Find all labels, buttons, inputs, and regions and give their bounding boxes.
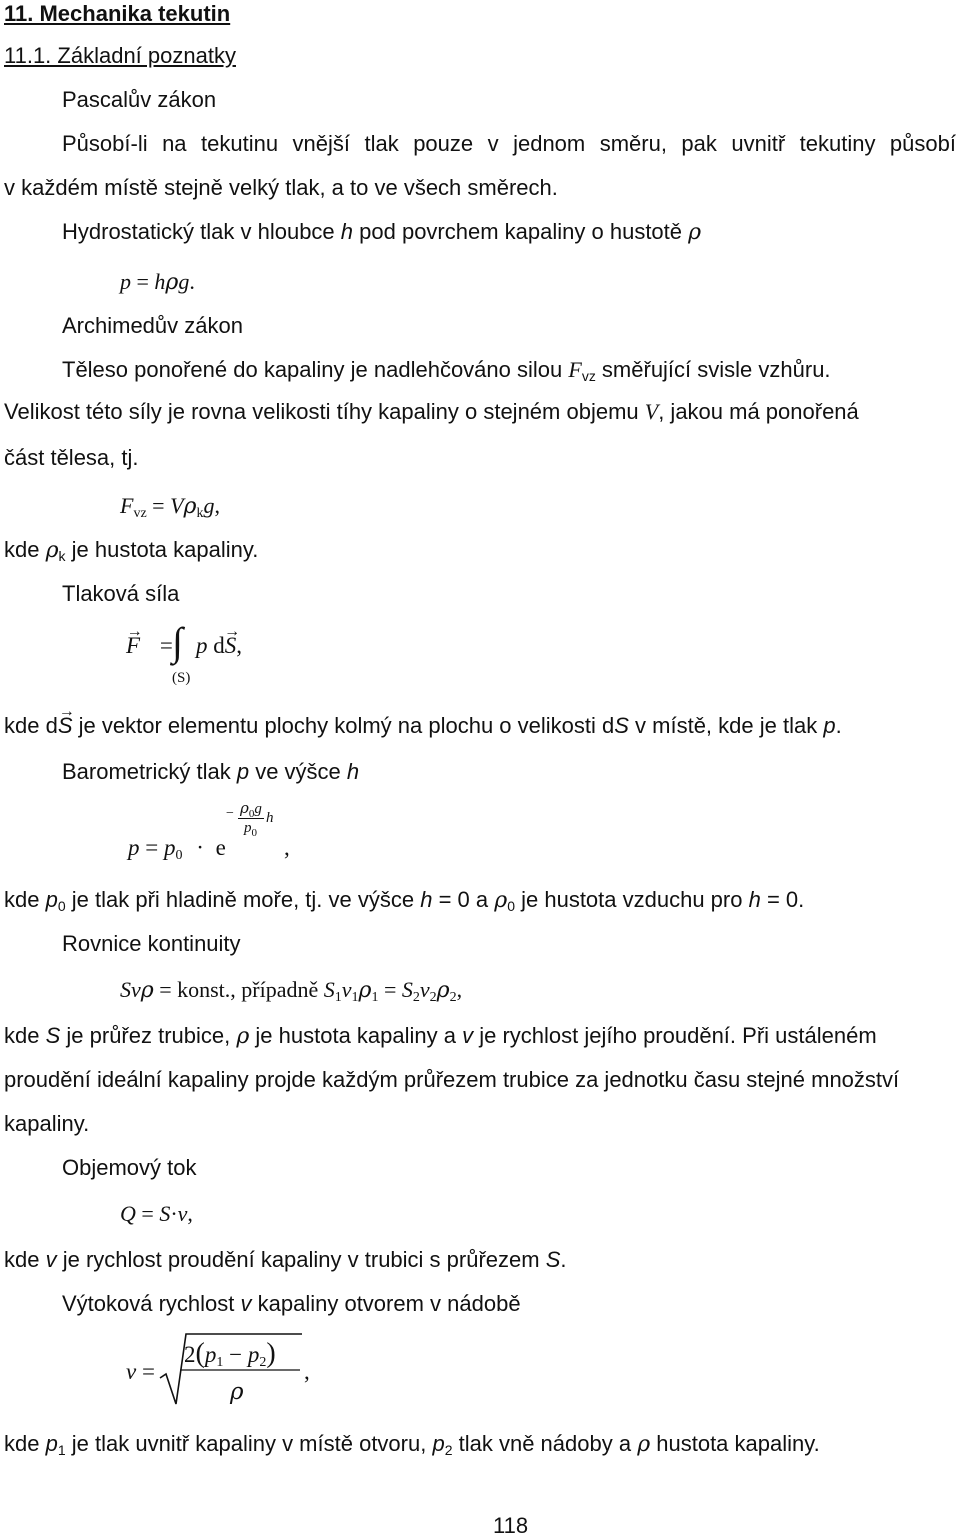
continuity-line2: proudění ideální kapaliny projde každým průřezem trubice za jednotku času stejné množství: [4, 1067, 900, 1092]
barometric-exp-h: h: [266, 810, 274, 826]
pressure-force-title: Tlaková síla: [62, 581, 180, 606]
pascal-text-line2: v každém místě stejně velký tlak, a to ve všech směrech.: [4, 175, 558, 200]
archimedes-line1: Těleso ponořené do kapaliny je nadlehčováno silou $F_{vz}$ směřující svisle vzhůru.: [62, 357, 831, 384]
integral-sign: ∫: [172, 619, 183, 664]
outflow-note: kde $p_1$ je tlak uvnitř kapaliny v místě otvoru, $p_2$ tlak vně nádoby a ρ hustota kapaliny.: [4, 1431, 820, 1458]
barometric-exp-bar: [238, 818, 264, 819]
integral-limit: (S): [172, 670, 191, 686]
archimedes-line2: Velikost této síly je rovna velikosti tíhy kapaliny o stejném objemu V, jakou má ponořená: [4, 399, 859, 424]
page-number: 118: [493, 1513, 529, 1538]
barometric-title: Barometrický tlak p ve výšce h: [62, 759, 360, 784]
section-heading: 11.1. Základní poznatky: [4, 43, 236, 68]
archimedes-formula: $F_{vz} = V\rho_kg$,: [120, 493, 220, 521]
outflow-numerator: $2(p_1 - p_2)$: [184, 1338, 276, 1370]
continuity-title: Rovnice kontinuity: [62, 931, 241, 956]
barometric-comma: ,: [284, 835, 290, 860]
flow-formula: Q = S·v,: [120, 1201, 193, 1226]
archimedes-title: Archimedův zákon: [62, 313, 243, 338]
barometric-formula: $p = p_0 \cdot e$: [128, 835, 226, 863]
flow-title: Objemový tok: [62, 1155, 197, 1180]
flow-note: kde v je rychlost proudění kapaliny v trubici s průřezem S.: [4, 1247, 567, 1272]
pressure-force-note: kde d→ S je vektor elementu plochy kolmý na plochu o velikosti dS v místě, kde je tlak p.: [4, 712, 842, 740]
outflow-title: Výtoková rychlost v kapaliny otvorem v nádobě: [62, 1291, 521, 1316]
pascal-title: Pascalův zákon: [62, 87, 217, 112]
chapter-heading: 11. Mechanika tekutin: [4, 1, 231, 26]
outflow-lhs: v =: [126, 1359, 155, 1384]
continuity-line1: kde S je průřez trubice, ρ je hustota kapaliny a v je rychlost jejího proudění. Při ustáleném: [4, 1023, 877, 1049]
outflow-denominator: ρ: [230, 1379, 244, 1405]
outflow-comma: ,: [304, 1359, 310, 1384]
hydrostatic-text: Hydrostatický tlak v hloubce h pod povrchem kapaliny o hustotě ρ: [62, 219, 702, 245]
continuity-formula: Svρ = konst., případně $S_1v_1\rho_1 = S_2v_2\rho_2$,: [120, 977, 463, 1005]
hydrostatic-formula: p = hρg.: [120, 269, 195, 295]
barometric-note: kde $p_0$ je tlak při hladině moře, tj. ve výšce h = 0 a $\rho_0$ je hustota vzduchu pro h = 0.: [4, 887, 805, 914]
archimedes-note: kde $\rho_k$ je hustota kapaliny.: [4, 537, 259, 564]
barometric-exp-numerator: $\rho_0g$: [240, 799, 262, 820]
pascal-text-line1: Působí-li na tekutinu vnější tlak pouze v jednom směru, pak uvnitř tekutiny působí: [62, 131, 956, 156]
barometric-exponent: −: [226, 806, 234, 821]
pressure-force-integrand: p d→ S,: [196, 632, 242, 660]
archimedes-line3: část tělesa, tj.: [4, 445, 139, 470]
continuity-line3: kapaliny.: [4, 1111, 90, 1136]
pressure-force-formula: → F =: [126, 632, 173, 660]
barometric-exp-denominator: $p_0$: [244, 820, 257, 839]
